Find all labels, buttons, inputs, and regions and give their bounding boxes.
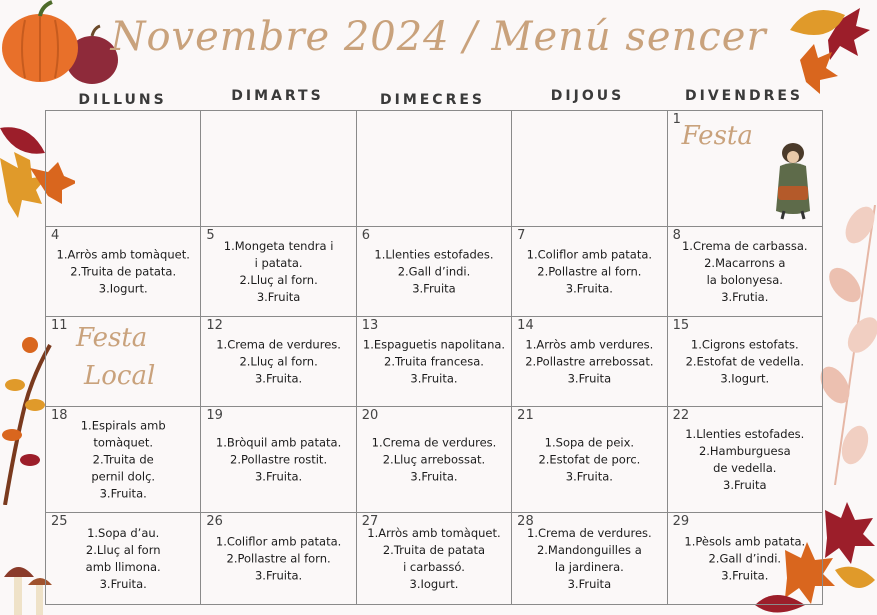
day-menu: 1.Crema de carbassa. 2.Macarrons a la bolonyesa. 3.Frutia. [681,238,808,304]
day-cell [46,407,201,513]
day-header-tuesday: DIMARTS [231,88,324,104]
day-menu: 1.Coliflor amb patata. 2.Pollastre al forn. 3.Fruita. [215,534,342,582]
day-number: 21 [517,408,534,423]
day-cell [667,513,822,605]
day-cell [201,317,356,407]
holiday-label: Festa [681,121,753,151]
day-cell [356,513,511,605]
day-number: 22 [672,408,690,423]
day-number: 27 [361,514,379,529]
day-menu: 1.Sopa d’au. 2.Lluç al forn amb llimona. 3.Fruita. [85,525,161,591]
day-menu: 1.Espirals amb tomàquet. 2.Truita de pernil dolç. 3.Fruita. [80,418,166,500]
day-header-monday: DILLUNS [78,92,167,108]
day-number: 18 [51,408,68,423]
week-row [46,407,823,513]
page-title: Novembre 2024 / Menú sencer [110,14,767,60]
menu-calendar [45,110,823,605]
day-cell [356,407,511,513]
witch-illustration [768,141,818,221]
day-cell [512,227,667,317]
day-menu: 1.Bròquil amb patata. 2.Pollastre rostit. 3.Fruita. [215,435,342,483]
day-cell [46,317,201,407]
day-number: 19 [206,408,223,423]
day-number: 26 [206,514,223,529]
day-number: 4 [51,228,60,243]
day-number: 14 [517,318,534,333]
day-cell [512,513,667,605]
holiday-label: Festa [76,323,148,353]
week-row [46,513,823,605]
day-number: 29 [672,514,690,529]
day-cell [201,407,356,513]
day-menu: 1.Crema de verdures. 2.Mandonguilles a la jardinera. 3.Fruita [527,525,652,591]
day-cell [667,317,822,407]
day-number: 11 [51,318,68,333]
day-cell [356,111,511,227]
day-menu: 1.Llenties estofades. 2.Gall d’indi. 3.Fruita [374,247,494,295]
day-number: 12 [206,318,223,333]
day-cell [356,317,511,407]
day-menu: 1.Arròs amb verdures. 2.Pollastre arrebossat. 3.Fruita [525,337,654,385]
day-menu: 1.Crema de verdures. 2.Lluç al forn. 3.Fruita. [216,337,341,385]
day-number: 13 [361,318,379,333]
day-number: 5 [206,228,215,243]
day-menu: 1.Arròs amb tomàquet. 2.Truita de patata i carbassó. 3.Iogurt. [367,525,501,591]
day-cell [201,227,356,317]
day-number: 25 [51,514,68,529]
day-header-friday: DIVENDRES [685,88,803,104]
day-menu: 1.Cigrons estofats. 2.Estofat de vedella. 3.Iogurt. [685,337,804,385]
day-cell [201,111,356,227]
day-menu: 1.Mongeta tendra i i patata. 2.Lluç al forn. 3.Fruita [223,238,334,304]
day-cell [667,407,822,513]
day-number: 20 [361,408,379,423]
day-cell [356,227,511,317]
day-number: 15 [672,318,690,333]
day-number: 1 [672,112,681,127]
holiday-label: Local [84,361,156,391]
day-menu: 1.Espaguetis napolitana. 2.Truita francesa. 3.Fruita. [362,337,506,385]
day-menu: 1.Crema de verdures. 2.Lluç arrebossat. 3.Fruita. [371,435,497,483]
week-row [46,227,823,317]
day-cell [46,513,201,605]
day-cell [667,227,822,317]
day-menu: 1.Llenties estofades. 2.Hamburguesa de vedella. 3.Fruita [685,426,805,492]
day-number: 7 [517,228,526,243]
day-header-wednesday: DIMECRES [379,92,486,108]
day-menu: 1.Sopa de peix. 2.Estofat de porc. 3.Fruita. [538,435,641,483]
day-number: 6 [361,228,371,243]
day-menu: 1.Arròs amb tomàquet. 2.Truita de patata. 3.Iogurt. [56,247,190,295]
day-number: 8 [672,228,681,243]
week-row [46,317,823,407]
day-menu: 1.Coliflor amb patata. 2.Pollastre al forn. 3.Fruita. [526,247,653,295]
day-cell [46,227,201,317]
week-row [46,111,823,227]
day-menu: 1.Pèsols amb patata. 2.Gall d’indi. 3.Fruita. [684,534,806,582]
day-number: 28 [517,514,534,529]
day-cell [512,407,667,513]
day-header-thursday: DIJOUS [550,88,625,104]
day-cell [512,111,667,227]
day-cell [46,111,201,227]
day-cell [201,513,356,605]
day-cell [512,317,667,407]
day-cell [667,111,822,227]
